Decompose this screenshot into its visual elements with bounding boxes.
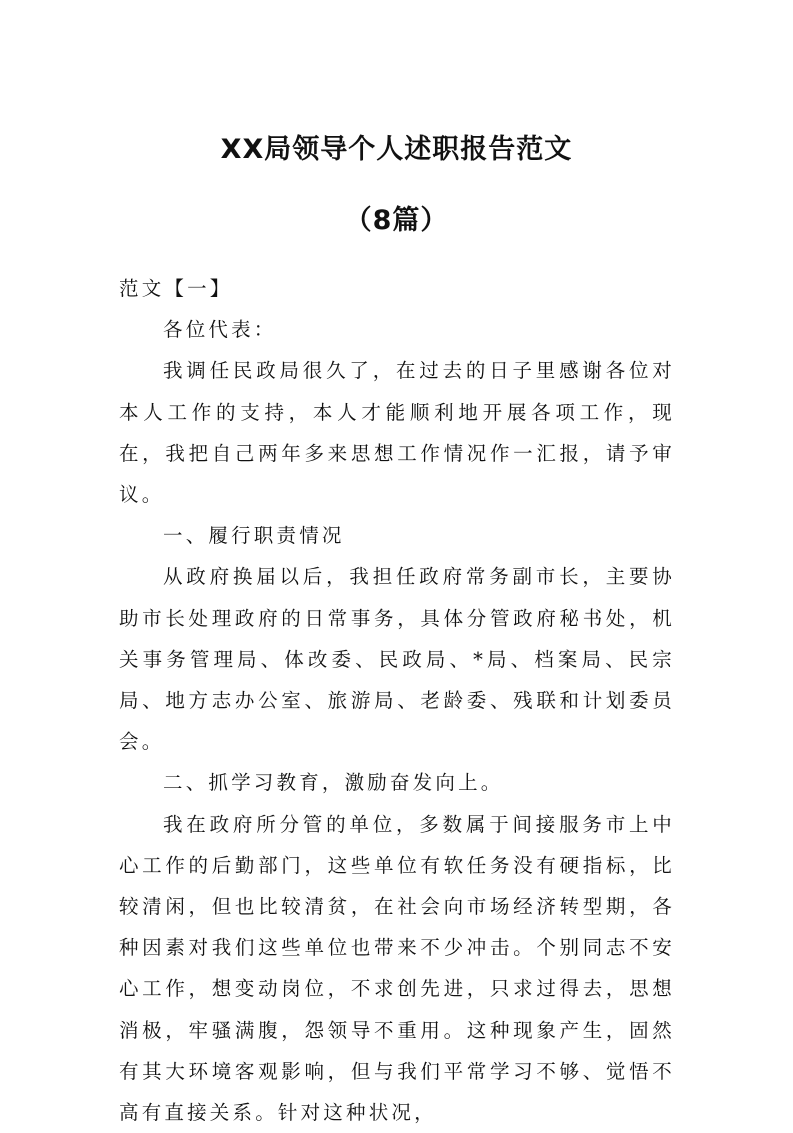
- salutation: 各位代表：: [163, 318, 277, 342]
- paragraph: 我在政府所分管的单位，多数属于间接服务市上中心工作的后勤部门，这些单位有软任务没有硬指标，比较清闲，但也比较清贫，在社会向市场经济转型期，各种因素对我们这些单位也带来不少冲击。个别同志不安心工作，想变动岗位，不求创先进，只求过得去，思想消极，牢骚满腹，怨领导不重用。这种现象产生，固然有其大环境客观影响，但与我们平常学习不够、觉悟不高有直接关系。针对这种状况，: [119, 812, 675, 1125]
- document-subtitle: （8篇）: [344, 205, 449, 236]
- section-heading: 二、抓学习教育，激励奋发向上。: [163, 771, 504, 795]
- section-label: 范文【一】: [119, 277, 233, 300]
- paragraph: 从政府换届以后，我担任政府常务副市长，主要协助市长处理政府的日常事务，具体分管政府秘书处，机关事务管理局、体改委、民政局、*局、档案局、民宗局、地方志办公室、旅游局、老龄委、残联和计划委员会。: [119, 565, 675, 754]
- section-heading: 一、履行职责情况: [163, 524, 345, 548]
- document-body: [119, 268, 675, 1133]
- paragraph: 我调任民政局很久了，在过去的日子里感谢各位对本人工作的支持，本人才能顺利地开展各项工作，现在，我把自己两年多来思想工作情况作一汇报，请予审议。: [119, 359, 675, 507]
- document-title: XX局领导个人述职报告范文: [220, 134, 573, 165]
